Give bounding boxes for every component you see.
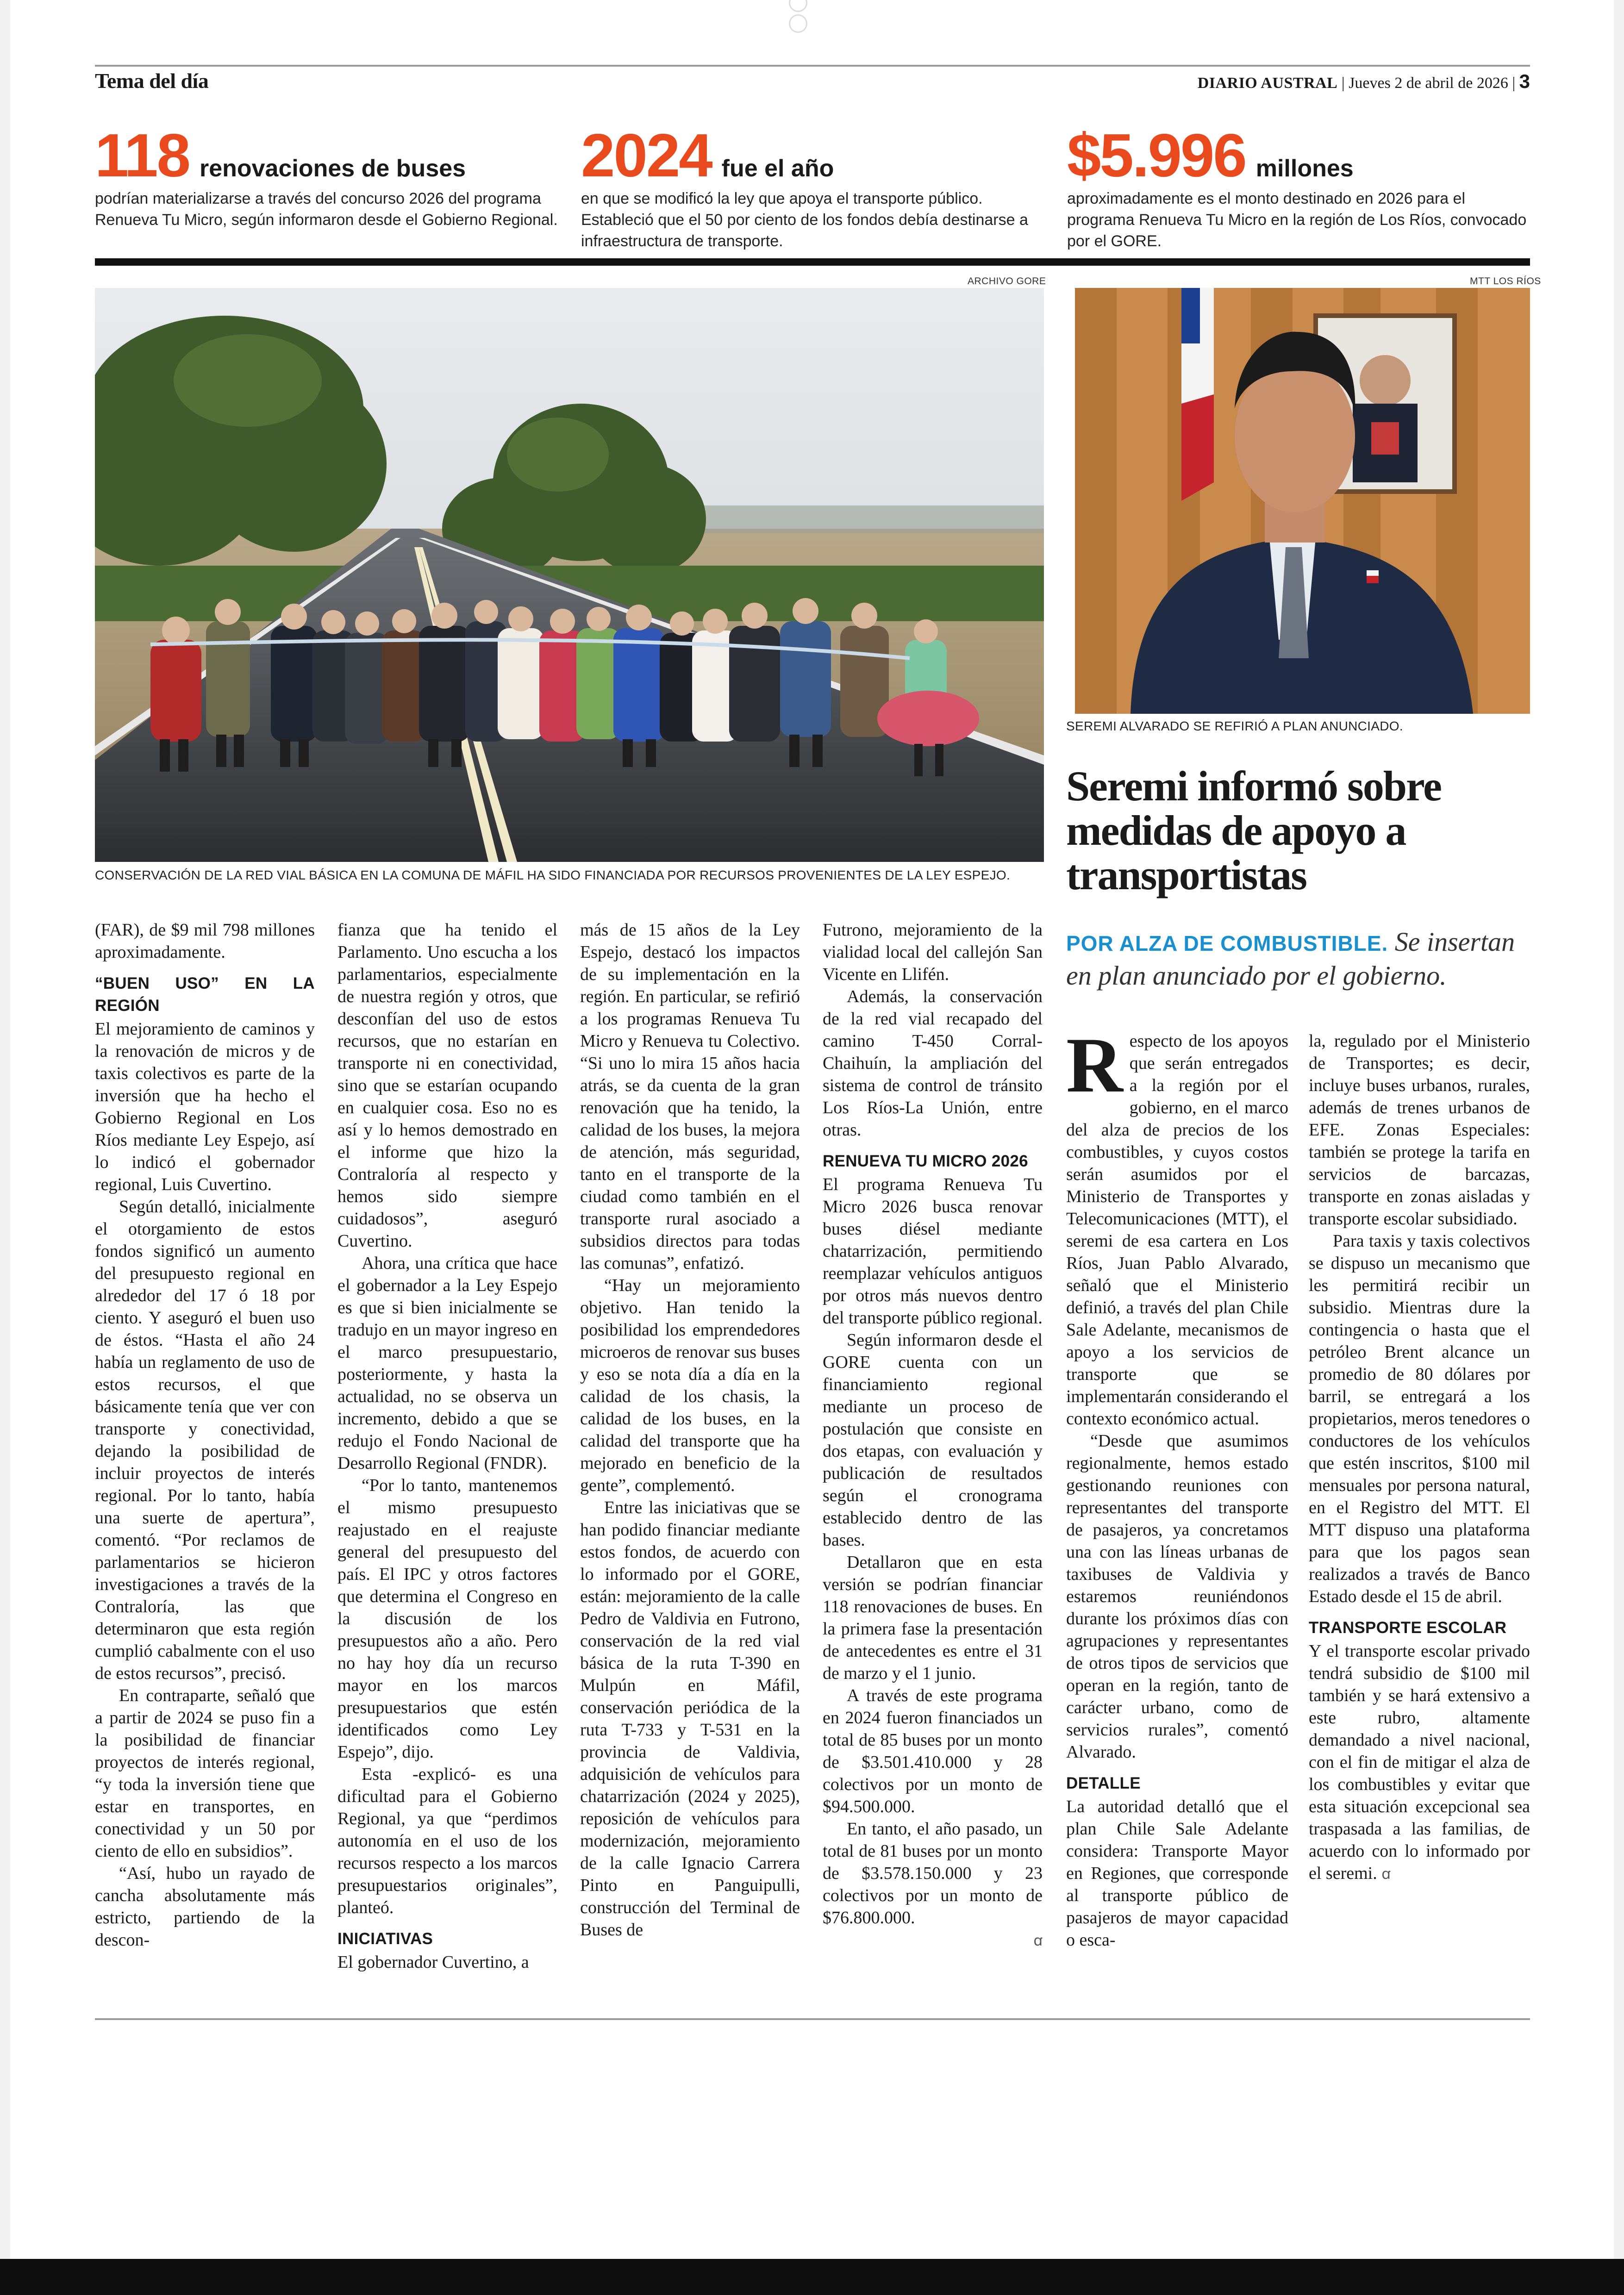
drop-cap: R [1066,1022,1123,1109]
article-deck [1066,926,1538,992]
paragraph: fianza que ha tenido el Parlamento. Uno escucha a los parlamentarios, especialmente de nuestra región y otros, que desconfían del uso de estos recursos, que no estarían en transporte ni en conectividad, sino que se estarían ocupando en cualquier cosa. Eso no es así y lo hemos demostrado en el informe que hizo la Contraloría al respecto y hemos sido siempre cuidadosos”, aseguró Cuvertino. [337,920,557,1251]
paragraph: Además, la conservación de la red vial recapado del camino T-450 Corral- Chaihuín, la ampliación del sistema de control de tránsito Los Ríos-La Unión, entre otras. [823,987,1043,1140]
stat-label: renovaciones de buses [199,155,466,182]
paragraph: más de 15 años de la Ley Espejo, destacó los impactos de su implementación en la región. En particular, se refirió a los programas Renueva Tu Micro y Renueva tu Colectivo. “Si uno lo mira 15 años hacia atrás, se da cuenta de la gran renovación que ha tenido, la calidad de los buses, la mejora de atención, más seguridad, tanto en el transporte de la ciudad como también en el transporte rural asociado a subsidios directos para todas las comunas”, enfatizó. [580,920,800,1273]
paragraph-text: especto de los apoyos que serán entregados a la región por el gobierno, en el marco del alza de precios de los combustibles, y cuyos costos serán asumidos por el Ministerio de Transportes y Telecomunicaciones (MTT), el seremi de esa cartera en Los Ríos, Juan Pablo Alvarado, señaló que el Ministerio definió, a través del plan Chile Sale Adelante, mecanismos de apoyo a los servicios de transporte que se implementarán considerando el contexto económico actual. [1066,1031,1288,1428]
paragraph: A través de este programa en 2024 fueron financiados un total de 85 buses por un monto de $3.501.410.000 y 28 colectivos por un monto de $94.500.000. [823,1686,1043,1816]
paragraph: Ahora, una crítica que hace el gobernador a la Ley Espejo es que si bien inicialmente se tradujo en un mayor ingreso en el marco presupuestario, posteriormente, y hasta la actualidad, no se observa un incremento, debido a que se redujo el Fondo Nacional de Desarrollo Regional (FNDR). [337,1254,557,1473]
page-number: 3 [1519,70,1530,92]
end-mark [823,1929,1043,1952]
stat-block [95,121,558,231]
photo-credit: MTT LOS RÍOS [1470,276,1541,287]
text-column-5 [1066,1022,1288,1951]
paragraph: En tanto, el año pasado, un total de 81 buses por un monto de $3.578.150.000 y 23 colectivos por un monto de $76.800.000. [823,1819,1043,1927]
paragraph: En contraparte, señaló que a partir de 2024 se puso fin a la posibilidad de financiar proyectos de interés regional, “y toda la inversión tiene que estar en transportes, en conectividad y un 50 por ciento de ello en subsidios”. [95,1686,315,1861]
deck-text: Se insertan en plan anunciado por el gobierno. [1066,927,1515,991]
stat-label: fue el año [721,155,834,182]
text-column-1 [95,919,315,1951]
paragraph: El gobernador Cuvertino, a [337,1952,529,1972]
paragraph: La autoridad detalló que el plan Chile Sale Adelante considera: Transporte Mayor en Regiones, que corresponde al transporte público de pasajeros de mayor capacidad o esca- [1066,1797,1288,1950]
stat-number: 2024 [581,121,712,189]
paragraph: Según informaron desde el GORE cuenta con un financiamiento regional mediante un proceso de postulación que consiste en dos etapas, con evaluación y publicación de resultados según el cronograma establecido dentro de las bases. [823,1330,1043,1550]
paragraph: El programa Renueva Tu Micro 2026 busca renovar buses diésel mediante chatarrización, permitiendo reemplazar vehículos antiguos por otros más nuevos dentro del transporte público regional. [823,1175,1043,1328]
seremi-portrait-photo [1075,288,1530,714]
viewer-bottom-bar [0,2259,1624,2295]
paragraph: Futrono, mejoramiento de la vialidad local del callejón San Vicente en Llifén. [823,920,1043,984]
issue-date: Jueves 2 de abril de 2026 [1349,75,1508,92]
masthead [1198,70,1530,93]
end-mark-glyph: ꭤ [1381,1865,1391,1882]
page-dot[interactable] [789,14,807,33]
text-column-4 [823,919,1043,1952]
paragraph: Detallaron que en esta versión se podrían financiar 118 renovaciones de buses. En la primera fase la presentación de antecedentes es entre el 31 de marzo y el 1 junio. [823,1553,1043,1683]
text-column-6 [1309,1030,1530,1885]
page-edge-right [1614,0,1624,2259]
photo-caption: CONSERVACIÓN DE LA RED VIAL BÁSICA EN LA COMUNA DE MÁFIL HA SIDO FINANCIADA POR RECURSOS PROVENIENTES DE LA LEY ESPEJO. [95,868,1011,882]
subheading: DETALLE [1066,1774,1141,1792]
section-title: Tema del día [95,69,209,93]
paragraph: Para taxis y taxis colectivos se dispuso un mecanismo que les permitirá recibir un subsidio. Mientras dure la contingencia o hasta que el petróleo Brent alcance un promedio de 80 dólares por barril, se entregará a los propietarios, meros tenedores o conductores de los vehículos que estén inscritos, $100 mil mensuales por persona natural, en el Registro del MTT. El MTT dispuso una plataforma para que los pagos sean realizados a través de Banco Estado desde el 15 de abril. [1309,1231,1530,1606]
paragraph: Según detalló, inicialmente el otorgamiento de estos fondos significó un aumento del presupuesto regional en alrededor del 17 ó 18 por ciento. Y aseguró el buen uso de éstos. “Hasta el año 24 había un reglamento de uso de estos recursos, el que básicamente tenía que ver con transporte y conectividad, dejando la posibilidad de incluir proyectos de interés regional. Por lo tanto, había una suerte de apertura”, comentó. “Por reclamos de parlamentarios se hicieron investigaciones a través de la Contraloría, las que determinaron que esta región cumplió cabalmente con el uso de estos recursos”, precisó. [95,1197,315,1683]
deck-kicker: POR ALZA DE COMBUSTIBLE. [1066,931,1388,955]
paragraph: “Por lo tanto, mantenemos el mismo presupuesto reajustado en el reajuste general del presupuesto del país. El IPC y otros factores que determina el Congreso en la discusión de los presupuestos año a año. Pero no hay hoy día un recurso mayor en los marcos presupuestarios que estén identificados como Ley Espejo”, dijo. [337,1476,557,1762]
stats-divider [95,258,1530,266]
text-column-3 [580,919,800,1941]
paragraph [1066,1022,1288,1430]
masthead-separator: | [1341,75,1345,92]
paragraph: “Así, hubo un rayado de cancha absolutamente más estricto, partiendo de la descon- [95,1864,315,1950]
masthead-separator: | [1512,75,1516,92]
stat-block [1067,121,1530,252]
paragraph: Esta -explicó- es una dificultad para el Gobierno Regional, ya que “perdimos autonomía en el uso de los recursos respecto a los marcos presupuestarios originales”, planteó. [337,1765,557,1917]
paragraph: la, regulado por el Ministerio de Transportes; es decir, incluye buses urbanos, rurales, además de trenes urbanos de EFE. Zonas Especiales: también se protege la tarifa en servicios de barcazas, transporte en zonas aisladas y transporte escolar subsidiado. [1309,1031,1530,1229]
stat-description: aproximadamente es el monto destinado en 2026 para el programa Renueva Tu Micro en la región de Los Ríos, convocado por el GORE. [1067,190,1527,250]
subheading: INICIATIVAS [337,1930,433,1948]
subheading: RENUEVA TU MICRO 2026 [823,1152,1028,1170]
paragraph [1309,1640,1530,1885]
viewer-page-dots[interactable] [782,0,843,13]
stat-number: $5.996 [1067,121,1246,189]
stat-description: podrían materializarse a través del concurso 2026 del programa Renueva Tu Micro, según informaron desde el Gobierno Regional. [95,190,558,229]
road-inauguration-photo [95,288,1044,862]
paragraph-text: Y el transporte escolar privado tendrá subsidio de $100 mil también y se hará extensivo a este rubro, altamente demandado a nivel nacional, con el fin de mitigar el alza de los combustibles y evitar que esta situación excepcional sea traspasada a las familias, de acuerdo con lo informado por el seremi. [1309,1641,1530,1883]
paragraph: Entre las iniciativas que se han podido financiar mediante estos fondos, de acuerdo con lo informado por el GORE, están: mejoramiento de la calle Pedro de Valdivia en Futrono, conservación de la red vial básica de la ruta T-390 en Mulpún en Máfil, conservación periódica de la ruta T-733 y T-531 en la provincia de Valdivia, adquisición de vehículos para chatarrización (2024 y 2025), reposición de vehículos para modernización, mejoramiento de la calle Ignacio Carrera Pinto en Panguipulli, construcción del Terminal de Buses de [580,1498,800,1940]
paragraph: “Hay un mejoramiento objetivo. Han tenido la posibilidad los emprendedores microeros de renovar sus buses y eso se nota día a día en la calidad de los chasis, la calidad de los buses, en la calidad del transporte que ha mejorado en beneficio de la gente”, complementó. [580,1276,800,1495]
subheading: “BUEN USO” EN LA REGIÓN [95,974,315,1015]
subheading: TRANSPORTE ESCOLAR [1309,1619,1507,1637]
page-dot[interactable] [789,0,807,12]
text-column-2 [337,919,557,1973]
stat-description: en que se modificó la ley que apoya el transporte público. Estableció que el 50 por ciento de los fondos debía destinarse a infraestructura de transporte. [581,190,1028,250]
paper-name: DIARIO AUSTRAL [1197,75,1338,92]
header-rule [95,65,1530,67]
footer-rule [95,2018,1530,2020]
article-headline: Seremi informó sobre medidas de apoyo a transportistas [1066,762,1442,898]
photo-caption: SEREMI ALVARADO SE REFIRIÓ A PLAN ANUNCIADO. [1066,719,1403,733]
page-edge-left [0,0,10,2259]
stat-label: millones [1255,155,1354,182]
photo-credit: ARCHIVO GORE [968,276,1046,287]
stat-number: 118 [95,121,189,189]
paragraph: El mejoramiento de caminos y la renovación de micros y de taxis colectivos es parte de la inversión que ha hecho el Gobierno Regional en Los Ríos mediante Ley Espejo, así lo indicó el gobernador regional, Luis Cuvertino. [95,1019,315,1194]
paragraph: (FAR), de $9 mil 798 millones aproximadamente. [95,920,315,962]
stat-block [581,121,1044,252]
paragraph: “Desde que asumimos regionalmente, hemos estado gestionando reuniones con representantes del transporte de pasajeros, ya concretamos una con las líneas urbanas de taxibuses de Valdivia y estaremos reuniéndonos durante los próximos días con agrupaciones y representantes de otros tipos de servicios que operan en la región, tanto de carácter urbano, como de servicios rurales”, comentó Alvarado. [1066,1431,1288,1762]
end-mark-glyph: ꭤ [1033,1932,1043,1949]
